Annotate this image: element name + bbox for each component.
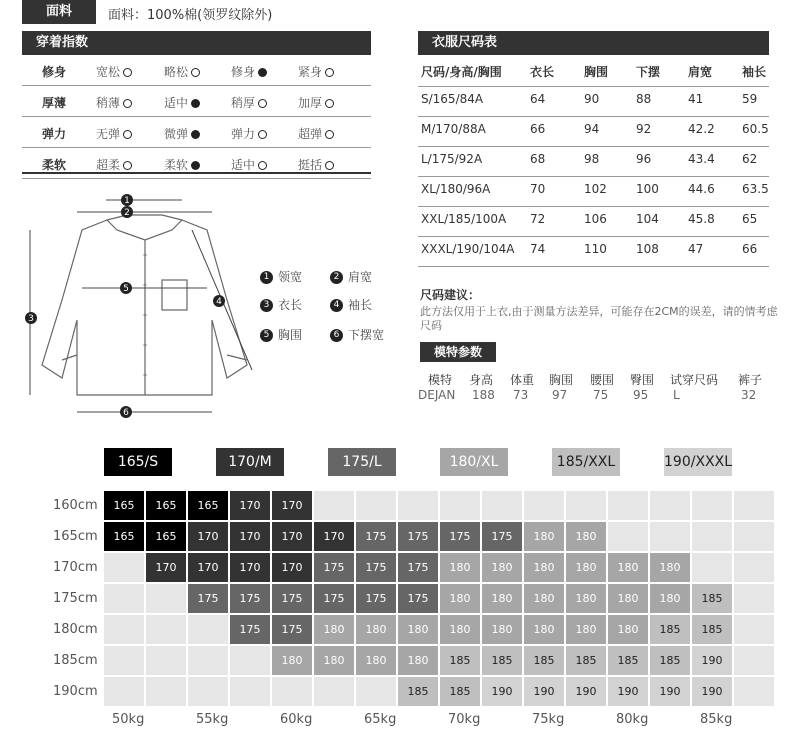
wear-option: 挺括 — [298, 156, 334, 173]
height-axis-label: 170cm — [53, 560, 98, 575]
size-table-cell: 59 — [742, 92, 758, 106]
size-cell: 185 — [650, 615, 690, 644]
unselected-dot-icon — [325, 99, 334, 108]
size-cell: 185 — [482, 646, 522, 675]
model-header-cell: 体重 — [510, 373, 535, 387]
size-cell: 180 — [356, 615, 396, 644]
row-divider — [22, 172, 371, 174]
size-table-cell: 60.5 — [742, 122, 769, 136]
size-table-cell: 70 — [530, 182, 546, 196]
size-legend-swatch: 170/M — [216, 448, 284, 476]
selected-dot-icon — [191, 161, 200, 170]
size-cell: 180 — [440, 584, 480, 613]
size-cell — [188, 615, 228, 644]
wear-option: 微弹 — [164, 125, 200, 142]
size-cell: 180 — [314, 615, 354, 644]
size-cell: 175 — [314, 584, 354, 613]
size-cell: 190 — [692, 677, 732, 706]
size-cell: 185 — [650, 646, 690, 675]
size-cell: 180 — [608, 615, 648, 644]
unselected-dot-icon — [123, 99, 132, 108]
size-legend-swatch: 190/XXXL — [664, 448, 732, 476]
wear-option: 弹力 — [231, 125, 267, 142]
size-table-cell: 62 — [742, 152, 758, 166]
row-divider — [22, 85, 371, 86]
size-cell: 175 — [314, 553, 354, 582]
unselected-dot-icon — [325, 161, 334, 170]
size-advice-title: 尺码建议： — [420, 288, 481, 302]
size-cell: 185 — [524, 646, 564, 675]
weight-axis-label: 85kg — [700, 712, 733, 727]
weight-axis-label: 80kg — [616, 712, 649, 727]
number-badge-icon: 6 — [330, 329, 343, 342]
model-header-cell: 试穿尺码 — [670, 373, 719, 387]
size-cell: 165 — [146, 491, 186, 520]
weight-axis-label: 60kg — [280, 712, 313, 727]
measurement-label: 肩宽 — [348, 270, 373, 284]
size-cell — [230, 677, 270, 706]
size-cell: 175 — [272, 615, 312, 644]
size-cell: 175 — [188, 584, 228, 613]
size-cell — [608, 522, 648, 551]
size-table-cell: 44.6 — [688, 182, 715, 196]
size-cell: 180 — [524, 553, 564, 582]
size-cell — [188, 677, 228, 706]
size-cell: 170 — [272, 553, 312, 582]
shirt-diagram — [22, 190, 262, 420]
size-table-cell: 42.2 — [688, 122, 715, 136]
size-table-cell: 63.5 — [742, 182, 769, 196]
number-badge-icon: 1 — [260, 271, 273, 284]
svg-text:6: 6 — [123, 408, 129, 418]
size-table-header: 衣服尺码表 — [418, 31, 769, 55]
row-divider — [418, 266, 769, 267]
size-cell: 175 — [482, 522, 522, 551]
size-cell: 170 — [230, 491, 270, 520]
size-legend-swatch: 185/XXL — [552, 448, 620, 476]
size-cell: 180 — [272, 646, 312, 675]
size-cell: 175 — [440, 522, 480, 551]
size-table-cell: 106 — [584, 212, 607, 226]
size-cell: 180 — [482, 615, 522, 644]
size-cell: 180 — [566, 615, 606, 644]
size-table-cell: L/175/92A — [421, 152, 483, 166]
size-cell — [692, 491, 732, 520]
wear-option: 柔软 — [164, 156, 200, 173]
model-value-cell: L — [673, 388, 680, 402]
size-cell: 170 — [188, 522, 228, 551]
size-table-cell: XL/180/96A — [421, 182, 491, 196]
wear-option: 宽松 — [96, 63, 132, 80]
fabric-label: 面料 — [22, 0, 96, 24]
height-axis-label: 185cm — [53, 653, 98, 668]
size-cell: 175 — [356, 584, 396, 613]
size-cell: 180 — [440, 615, 480, 644]
size-cell — [734, 491, 774, 520]
size-table-header-cell: 尺码/身高/胸围 — [421, 65, 502, 79]
size-cell — [272, 677, 312, 706]
size-table-cell: 68 — [530, 152, 546, 166]
size-cell: 165 — [104, 522, 144, 551]
size-cell — [356, 677, 396, 706]
size-cell: 175 — [230, 615, 270, 644]
size-table-cell: 104 — [636, 212, 659, 226]
size-legend-swatch: 180/XL — [440, 448, 508, 476]
number-badge-icon: 5 — [260, 329, 273, 342]
svg-text:2: 2 — [124, 208, 130, 218]
size-cell: 175 — [230, 584, 270, 613]
size-cell — [146, 646, 186, 675]
size-table-header-cell: 袖长 — [742, 65, 767, 79]
row-divider — [22, 178, 371, 179]
size-table-cell: 47 — [688, 242, 704, 256]
fabric-value: 面料：100%棉(领罗纹除外) — [108, 8, 273, 23]
model-value-cell: 73 — [513, 388, 529, 402]
model-header-cell: 胸围 — [549, 373, 574, 387]
size-table-cell: 96 — [636, 152, 652, 166]
size-cell: 165 — [146, 522, 186, 551]
height-axis-label: 165cm — [53, 529, 98, 544]
size-cell: 180 — [566, 522, 606, 551]
size-cell: 175 — [398, 584, 438, 613]
measurement-legend-item — [260, 268, 302, 285]
measurement-label: 下摆宽 — [348, 328, 385, 342]
measurement-legend-item — [260, 296, 302, 313]
size-cell — [734, 677, 774, 706]
size-cell — [230, 646, 270, 675]
size-table-cell: 100 — [636, 182, 659, 196]
svg-text:5: 5 — [123, 284, 129, 294]
unselected-dot-icon — [258, 99, 267, 108]
svg-text:1: 1 — [124, 196, 130, 206]
size-cell: 190 — [482, 677, 522, 706]
row-divider — [418, 86, 769, 87]
wear-option: 超弹 — [298, 125, 334, 142]
size-cell — [692, 522, 732, 551]
size-cell: 180 — [524, 584, 564, 613]
row-divider — [22, 147, 371, 148]
unselected-dot-icon — [258, 161, 267, 170]
size-legend-swatch: 175/L — [328, 448, 396, 476]
size-cell — [104, 584, 144, 613]
wear-index-header: 穿着指数 — [22, 31, 371, 55]
size-cell: 165 — [188, 491, 228, 520]
model-header-cell: 模特 — [428, 373, 453, 387]
row-divider — [418, 206, 769, 207]
size-table-cell: S/165/84A — [421, 92, 484, 106]
weight-axis-label: 50kg — [112, 712, 145, 727]
size-cell — [734, 584, 774, 613]
size-cell — [146, 615, 186, 644]
selected-dot-icon — [258, 68, 267, 77]
size-cell — [566, 491, 606, 520]
selected-dot-icon — [191, 130, 200, 139]
measurement-legend-item — [330, 296, 372, 313]
number-badge-icon: 2 — [330, 271, 343, 284]
wear-option: 超柔 — [96, 156, 132, 173]
svg-text:3: 3 — [28, 314, 34, 324]
model-value-cell: 95 — [633, 388, 649, 402]
size-table-cell: 66 — [530, 122, 546, 136]
size-cell: 180 — [566, 553, 606, 582]
size-cell — [734, 522, 774, 551]
size-cell: 185 — [398, 677, 438, 706]
size-table-header-cell: 衣长 — [530, 65, 555, 79]
size-cell — [440, 491, 480, 520]
size-cell — [356, 491, 396, 520]
size-table-cell: 45.8 — [688, 212, 715, 226]
size-table-cell: 88 — [636, 92, 652, 106]
size-table-cell: 41 — [688, 92, 704, 106]
size-cell — [104, 646, 144, 675]
size-cell — [650, 522, 690, 551]
size-cell: 175 — [398, 553, 438, 582]
size-cell: 180 — [650, 584, 690, 613]
size-cell — [398, 491, 438, 520]
measurement-label: 衣长 — [278, 298, 303, 312]
size-cell: 190 — [524, 677, 564, 706]
size-table-cell: 90 — [584, 92, 600, 106]
size-cell: 180 — [482, 553, 522, 582]
measurement-legend-item — [330, 268, 372, 285]
model-header-cell: 腰围 — [590, 373, 615, 387]
size-cell — [734, 646, 774, 675]
size-table-cell: 66 — [742, 242, 758, 256]
wear-option: 加厚 — [298, 94, 334, 111]
size-cell: 180 — [482, 584, 522, 613]
wear-option: 略松 — [164, 63, 200, 80]
size-table-cell: 108 — [636, 242, 659, 256]
size-table-cell: 65 — [742, 212, 758, 226]
size-table-header-cell: 肩宽 — [688, 65, 713, 79]
size-cell — [146, 677, 186, 706]
measurement-label: 胸围 — [278, 328, 303, 342]
unselected-dot-icon — [325, 130, 334, 139]
size-cell — [104, 615, 144, 644]
size-cell: 190 — [692, 646, 732, 675]
size-cell: 170 — [230, 522, 270, 551]
wear-option: 无弹 — [96, 125, 132, 142]
unselected-dot-icon — [123, 68, 132, 77]
size-cell — [734, 553, 774, 582]
size-cell: 190 — [566, 677, 606, 706]
size-cell: 170 — [146, 553, 186, 582]
row-divider — [418, 236, 769, 237]
size-cell: 180 — [608, 584, 648, 613]
model-title: 模特参数 — [420, 342, 496, 362]
size-table-header-cell: 下摆 — [636, 65, 661, 79]
size-cell — [314, 491, 354, 520]
size-cell: 175 — [272, 584, 312, 613]
wear-option: 适中 — [231, 156, 267, 173]
size-cell — [482, 491, 522, 520]
size-cell: 170 — [272, 491, 312, 520]
unselected-dot-icon — [123, 130, 132, 139]
measurement-legend-item — [330, 326, 384, 343]
row-divider — [418, 146, 769, 147]
height-axis-label: 180cm — [53, 622, 98, 637]
model-header-cell: 裤子 — [738, 373, 763, 387]
model-value-cell: 32 — [741, 388, 757, 402]
weight-axis-label: 55kg — [196, 712, 229, 727]
unselected-dot-icon — [258, 130, 267, 139]
size-cell: 180 — [524, 522, 564, 551]
size-cell — [692, 553, 732, 582]
height-axis-label: 160cm — [53, 498, 98, 513]
size-cell — [608, 491, 648, 520]
selected-dot-icon — [191, 99, 200, 108]
wear-option: 修身 — [231, 63, 267, 80]
size-cell — [314, 677, 354, 706]
size-table-cell: 92 — [636, 122, 652, 136]
size-cell — [650, 491, 690, 520]
size-cell — [524, 491, 564, 520]
size-cell — [734, 615, 774, 644]
size-cell: 180 — [356, 646, 396, 675]
model-value-cell: 75 — [593, 388, 609, 402]
size-cell: 180 — [566, 584, 606, 613]
unselected-dot-icon — [325, 68, 334, 77]
size-cell: 190 — [608, 677, 648, 706]
size-table-cell: 43.4 — [688, 152, 715, 166]
weight-axis-label: 65kg — [364, 712, 397, 727]
svg-text:4: 4 — [216, 297, 222, 307]
size-cell: 180 — [608, 553, 648, 582]
model-value-cell: DEJAN — [418, 388, 456, 402]
size-table-cell: 110 — [584, 242, 607, 256]
size-table-cell: 98 — [584, 152, 600, 166]
size-table-header-cell: 胸围 — [584, 65, 609, 79]
size-cell: 185 — [692, 584, 732, 613]
size-table-cell: XXXL/190/104A — [421, 242, 515, 256]
weight-axis-label: 75kg — [532, 712, 565, 727]
size-cell: 185 — [440, 646, 480, 675]
size-cell: 170 — [314, 522, 354, 551]
measurement-label: 领宽 — [278, 270, 303, 284]
wear-option: 适中 — [164, 94, 200, 111]
height-axis-label: 175cm — [53, 591, 98, 606]
size-cell — [104, 677, 144, 706]
size-cell: 170 — [272, 522, 312, 551]
unselected-dot-icon — [191, 68, 200, 77]
model-value-cell: 188 — [472, 388, 495, 402]
number-badge-icon: 3 — [260, 299, 273, 312]
size-advice-text: 此方法仅用于上衣,由于测量方法差异，可能存在2CM的误差，请的情考虑尺码 — [420, 305, 778, 332]
model-value-cell: 97 — [552, 388, 568, 402]
number-badge-icon: 4 — [330, 299, 343, 312]
size-table-cell: M/170/88A — [421, 122, 486, 136]
weight-axis-label: 70kg — [448, 712, 481, 727]
wear-option: 稍厚 — [231, 94, 267, 111]
wear-row-label: 修身 — [42, 65, 67, 79]
size-cell: 180 — [398, 615, 438, 644]
size-cell: 180 — [524, 615, 564, 644]
size-table-cell: 64 — [530, 92, 546, 106]
unselected-dot-icon — [123, 161, 132, 170]
height-axis-label: 190cm — [53, 684, 98, 699]
size-cell: 185 — [440, 677, 480, 706]
row-divider — [418, 116, 769, 117]
measurement-label: 袖长 — [348, 298, 373, 312]
size-cell: 175 — [398, 522, 438, 551]
model-header-cell: 臀围 — [630, 373, 655, 387]
size-cell: 180 — [314, 646, 354, 675]
size-cell: 185 — [692, 615, 732, 644]
wear-option: 稍薄 — [96, 94, 132, 111]
size-legend-swatch: 165/S — [104, 448, 172, 476]
size-cell: 170 — [188, 553, 228, 582]
size-cell: 185 — [608, 646, 648, 675]
size-table-cell: 94 — [584, 122, 600, 136]
row-divider — [418, 176, 769, 177]
size-cell: 180 — [398, 646, 438, 675]
wear-row-label: 厚薄 — [42, 96, 67, 110]
size-cell — [104, 553, 144, 582]
size-cell: 170 — [230, 553, 270, 582]
wear-option: 紧身 — [298, 63, 334, 80]
size-table-cell: 74 — [530, 242, 546, 256]
size-cell: 190 — [650, 677, 690, 706]
measurement-legend-item — [260, 326, 302, 343]
size-table-cell: XXL/185/100A — [421, 212, 507, 226]
row-divider — [22, 116, 371, 117]
size-cell: 165 — [104, 491, 144, 520]
size-cell: 180 — [650, 553, 690, 582]
wear-row-label: 弹力 — [42, 127, 67, 141]
model-header-cell: 身高 — [469, 373, 494, 387]
size-cell: 175 — [356, 553, 396, 582]
wear-row-label: 柔软 — [42, 158, 67, 172]
size-table-cell: 102 — [584, 182, 607, 196]
size-cell — [146, 584, 186, 613]
size-cell: 180 — [440, 553, 480, 582]
size-cell — [188, 646, 228, 675]
size-cell: 175 — [356, 522, 396, 551]
size-table-cell: 72 — [530, 212, 546, 226]
size-cell: 185 — [566, 646, 606, 675]
